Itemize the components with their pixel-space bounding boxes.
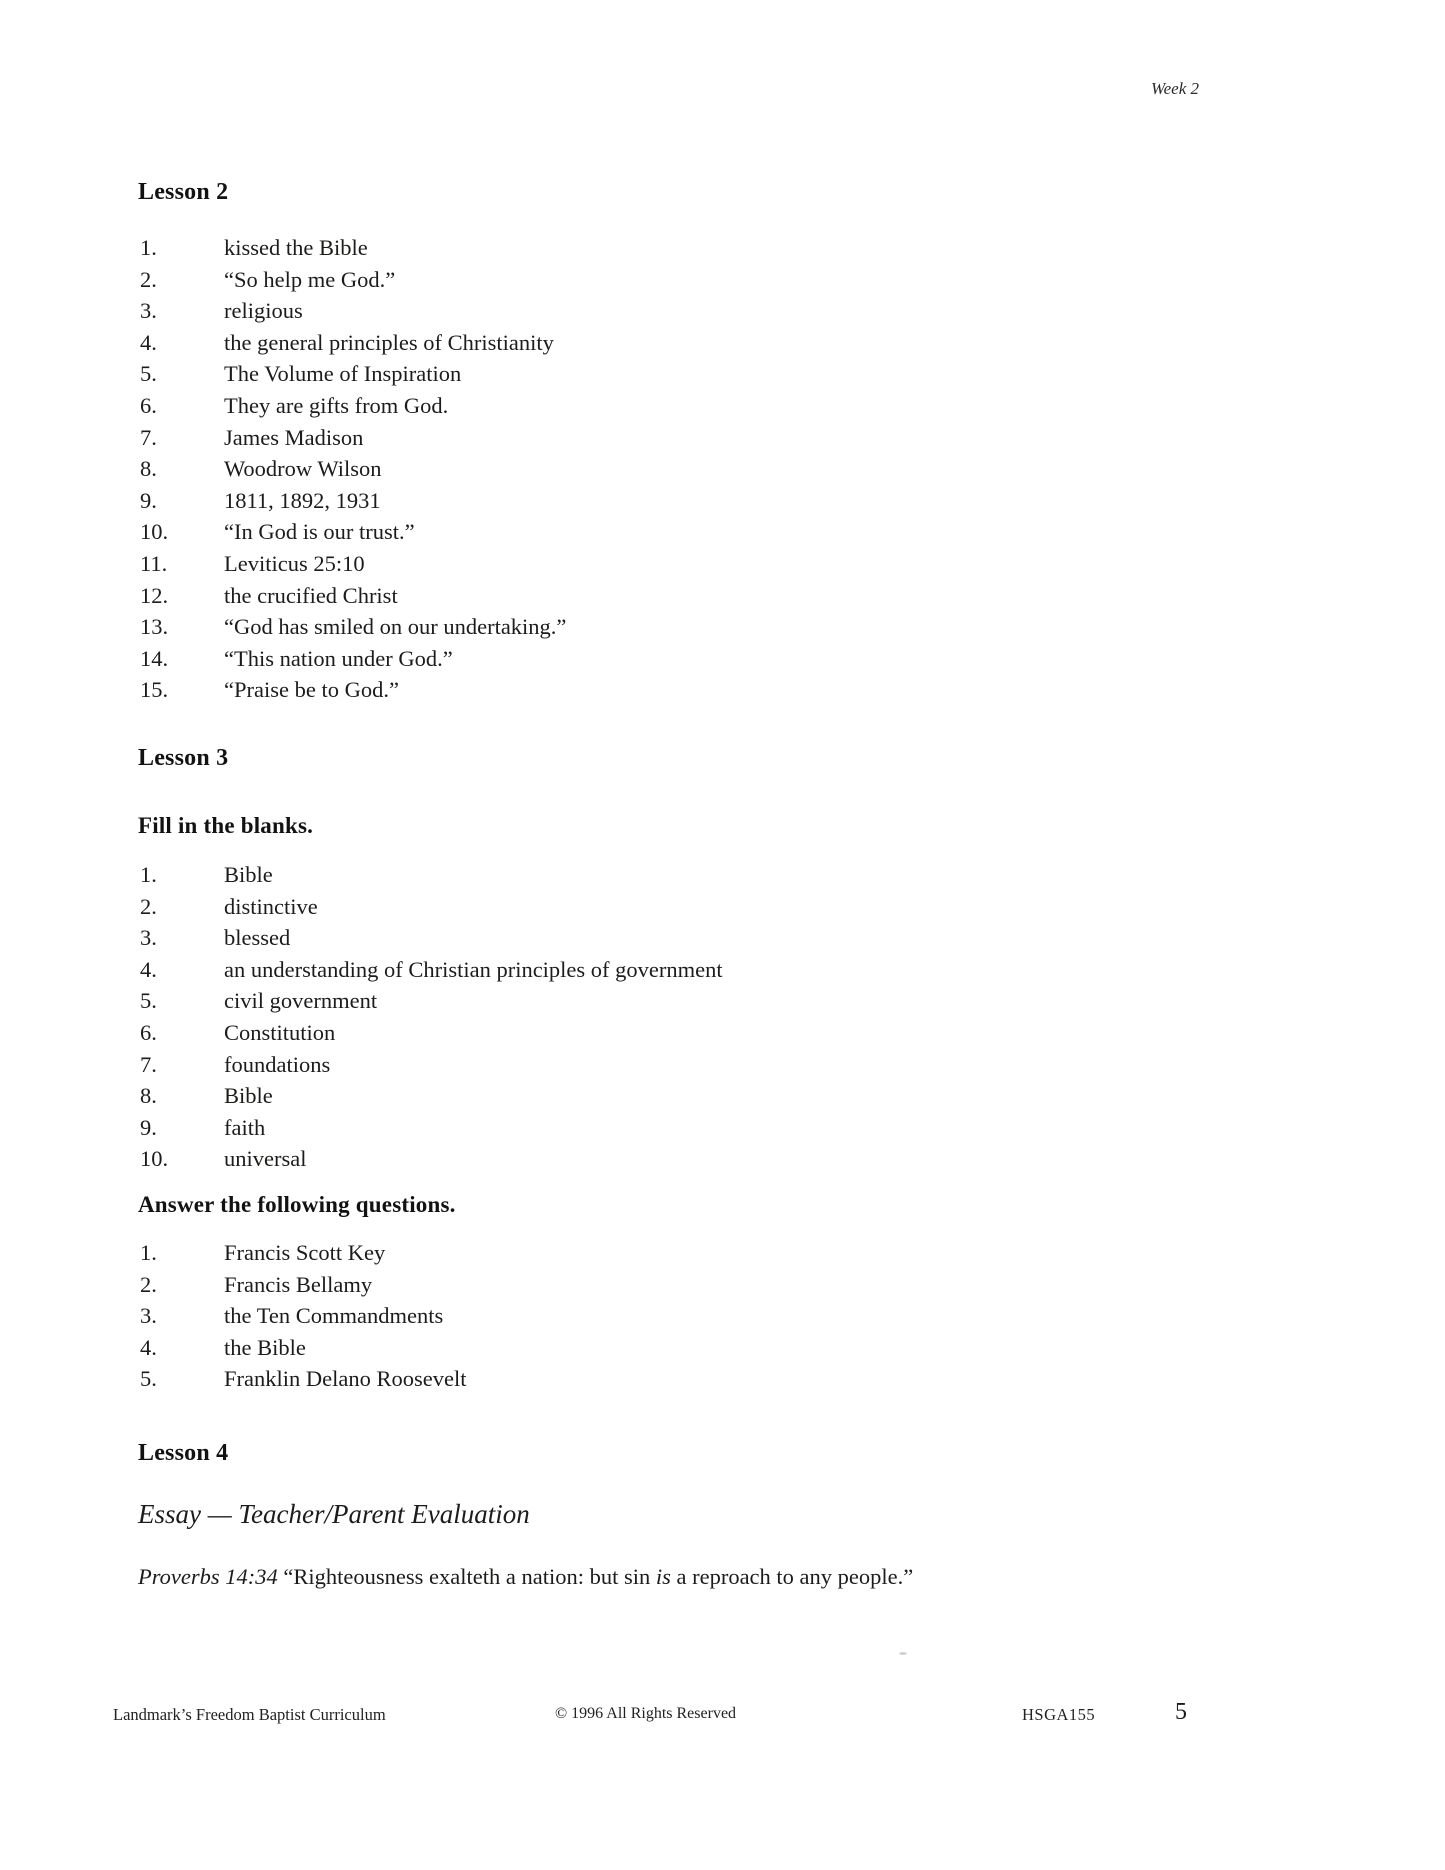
list-item (140, 859, 723, 891)
item-text: Bible (224, 862, 273, 887)
item-number: 10. (140, 1146, 169, 1172)
item-text: “So help me God.” (224, 266, 396, 292)
week-label: Week 2 (1151, 79, 1199, 98)
fill-in-blanks-heading: Fill in the blanks. (138, 813, 314, 838)
item-number: 4. (140, 329, 157, 355)
list-item (140, 295, 566, 327)
footer-publisher: Landmark’s Freedom Baptist Curriculum (113, 1705, 386, 1724)
item-text: The Volume of Inspiration (224, 361, 462, 387)
item-number: 13. (140, 614, 169, 640)
list-item (140, 1332, 466, 1364)
item-text: foundations (224, 1051, 331, 1077)
list-item (140, 232, 566, 264)
proverbs-verse (138, 1564, 913, 1590)
item-text: kissed the Bible (224, 235, 368, 260)
proverbs-quote-after: a reproach to any people.” (670, 1564, 914, 1589)
item-number: 15. (140, 677, 169, 703)
answer-questions-heading: Answer the following questions. (138, 1192, 456, 1217)
item-text: Franklin Delano Roosevelt (224, 1366, 467, 1392)
item-text: the Ten Commandments (224, 1303, 444, 1329)
item-text: the crucified Christ (224, 582, 398, 608)
item-text: Francis Bellamy (224, 1271, 373, 1297)
list-item (140, 1112, 723, 1144)
list-item (140, 485, 566, 517)
item-number: 2. (140, 1271, 157, 1297)
list-item (140, 1300, 466, 1332)
item-number: 4. (140, 956, 157, 982)
list-item (140, 516, 566, 548)
item-text: the Bible (224, 1334, 306, 1360)
item-text: faith (224, 1114, 266, 1140)
item-number: 4. (140, 1334, 157, 1360)
item-text: an understanding of Christian principles of government (224, 956, 723, 982)
list-item (140, 1143, 723, 1175)
item-number: 3. (140, 298, 157, 324)
item-text: They are gifts from God. (224, 392, 449, 418)
list-item (140, 1017, 723, 1049)
list-item (140, 643, 566, 675)
item-number: 2. (140, 266, 157, 292)
list-item (140, 327, 566, 359)
proverbs-quote-emphasis: is (655, 1564, 671, 1589)
list-item (140, 1269, 466, 1301)
item-number: 3. (140, 1303, 157, 1329)
item-text: distinctive (224, 893, 318, 919)
proverbs-reference: Proverbs 14:34 (138, 1564, 278, 1589)
item-text: “In God is our trust.” (224, 519, 415, 545)
item-text: 1811, 1892, 1931 (224, 487, 381, 513)
item-number: 8. (140, 1083, 157, 1109)
list-item (140, 985, 723, 1017)
item-text: “Praise be to God.” (224, 677, 399, 703)
item-number: 6. (140, 392, 157, 418)
item-text: Woodrow Wilson (224, 456, 382, 482)
item-text: religious (224, 298, 303, 324)
lesson3-heading: Lesson 3 (138, 745, 229, 771)
item-number: 14. (140, 645, 169, 671)
list-item (140, 922, 723, 954)
lesson2-heading: Lesson 2 (138, 179, 229, 205)
item-number: 5. (140, 1366, 157, 1392)
footer-course-code: HSGA155 (1022, 1705, 1096, 1724)
item-number: 1. (140, 1240, 157, 1265)
list-item (140, 891, 723, 923)
item-text: “This nation under God.” (224, 645, 453, 671)
item-number: 5. (140, 361, 157, 387)
list-item (140, 1237, 466, 1269)
list-item (140, 611, 566, 643)
item-number: 12. (140, 582, 169, 608)
item-number: 1. (140, 862, 157, 887)
item-number: 6. (140, 1019, 157, 1045)
item-text: the general principles of Christianity (224, 329, 554, 355)
list-item (140, 580, 566, 612)
list-item (140, 358, 566, 390)
item-number: 10. (140, 519, 169, 545)
fill-in-blanks-list (140, 859, 723, 1175)
item-number: 11. (140, 550, 168, 576)
item-number: 7. (140, 424, 157, 450)
list-item (140, 264, 566, 296)
lesson4-heading: Lesson 4 (138, 1440, 229, 1466)
essay-evaluation-heading: Essay — Teacher/Parent Evaluation (138, 1499, 530, 1529)
answer-questions-list (140, 1237, 466, 1395)
item-number: 1. (140, 235, 157, 260)
list-item (140, 1049, 723, 1081)
item-text: civil government (224, 988, 378, 1014)
item-number: 5. (140, 988, 157, 1014)
item-number: 8. (140, 456, 157, 482)
list-item (140, 548, 566, 580)
item-text: Leviticus 25:10 (224, 550, 365, 576)
scan-speck (899, 1652, 907, 1655)
footer-copyright: © 1996 All Rights Reserved (555, 1705, 737, 1722)
proverbs-quote-before: “Righteousness exalteth a nation: but sin (277, 1564, 656, 1589)
item-text: Constitution (224, 1019, 336, 1045)
item-text: blessed (224, 925, 291, 951)
item-text: Francis Scott Key (224, 1240, 386, 1265)
item-text: James Madison (224, 424, 364, 450)
list-item (140, 453, 566, 485)
item-number: 3. (140, 925, 157, 951)
list-item (140, 390, 566, 422)
list-item (140, 1363, 466, 1395)
item-text: universal (224, 1146, 307, 1172)
list-item (140, 422, 566, 454)
page-number: 5 (1175, 1699, 1187, 1725)
list-item (140, 954, 723, 986)
item-text: Bible (224, 1083, 273, 1109)
item-number: 9. (140, 487, 157, 513)
item-number: 7. (140, 1051, 157, 1077)
item-text: “God has smiled on our undertaking.” (224, 614, 567, 640)
item-number: 2. (140, 893, 157, 919)
item-number: 9. (140, 1114, 157, 1140)
list-item (140, 674, 566, 706)
list-item (140, 1080, 723, 1112)
lesson2-answer-list (140, 232, 566, 706)
